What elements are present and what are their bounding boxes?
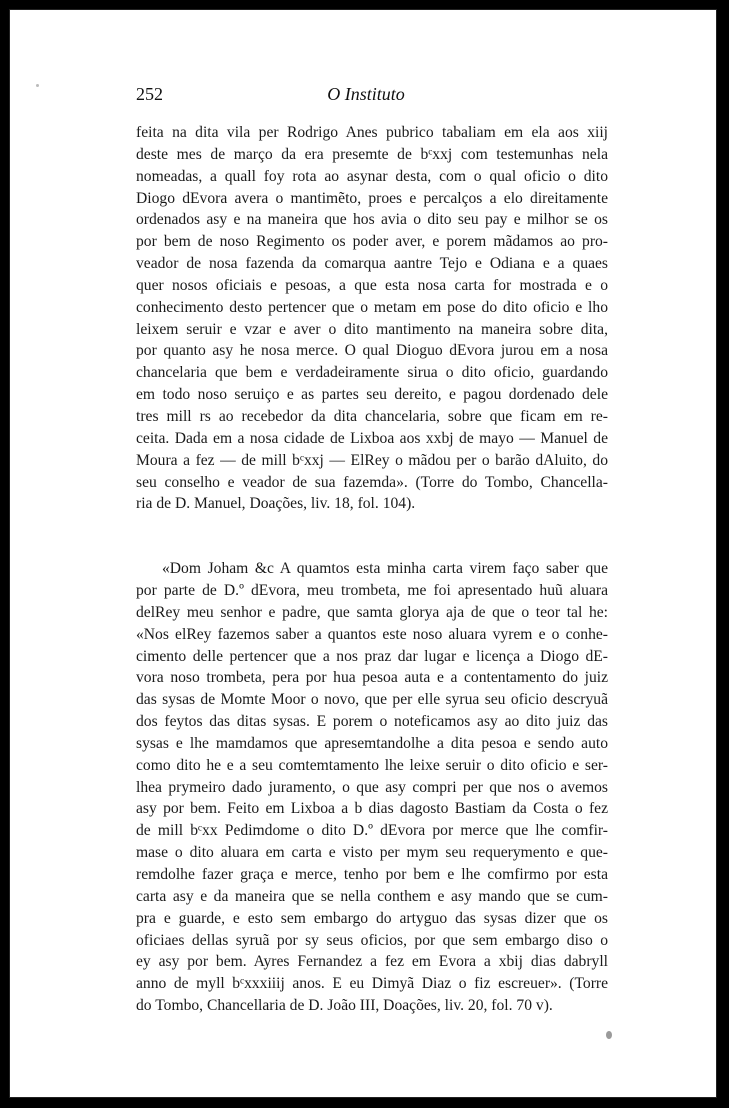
text-line: anno de myll bᶜxxxiiij anos. E eu Dimyã Diaz o fiz escreuer». (Torre xyxy=(136,975,608,993)
text-line: sysas e lhe mamdamos que apresemtandolhe a dita pesoa e sendo auto xyxy=(136,734,608,752)
text-line: asy por bem. Feito em Lixboa a b dias dagosto Bastiam da Costa o fez xyxy=(136,800,608,818)
text-line: remdolhe fazer graça e merce, tenho por bem e lhe comfirmo por esta xyxy=(136,866,608,883)
text-line: das sysas de Momte Moor o novo, que per elle syrua seu oficio descryuã xyxy=(136,691,608,709)
running-title: O Instituto xyxy=(327,84,405,104)
text-line: por quanto asy he nosa merce. O qual Dioguo dEvora jurou em a nosa xyxy=(136,342,608,360)
ink-dot xyxy=(606,1031,612,1039)
text-line: «Nos elRey fazemos saber a quantos este noso aluara vyrem e o conhe- xyxy=(136,625,608,643)
text-line: chancelaria que bem e verdadeiramente sirua o dito oficio, guardando xyxy=(136,364,608,382)
paper-speck xyxy=(36,84,39,87)
text-line: seu conselho e veador de sua fazemda». (Torre do Tombo, Chancella- xyxy=(136,473,608,491)
text-line: Moura a fez — de mill bᶜxxj — ElRey o mãdou per o barão dAluito, do xyxy=(136,451,608,469)
text-line: por bem de noso Regimento os poder aver, e porem mãdamos ao pro- xyxy=(136,233,608,251)
text-line: cimento delle pertencer que a nos praz dar lugar e licença a Diogo dE- xyxy=(136,647,608,665)
text-line: como dito he e a seu comtemtamento lhe leixe seruir o dito oficio e ser- xyxy=(136,756,608,774)
text-line: feita na dita vila per Rodrigo Anes pubrico tabaliam em ela aos xiij xyxy=(136,124,608,141)
body-text xyxy=(136,122,608,1017)
text-line: de mill bᶜxx Pedimdome o dito D.º dEvora por merce que lhe comfir- xyxy=(136,822,608,840)
text-line: delRey meu senhor e padre, que samta glorya aja de que o teor tal he: xyxy=(136,603,608,621)
text-line: em todo noso seruiço e as partes seu dereito, e pagou dordenado dele xyxy=(136,386,608,404)
text-line: pra e guarde, e esto sem embargo do artyguo das sysas dizer que os xyxy=(136,909,608,927)
text-line: «Dom Joham &c A quamtos esta minha carta virem faço saber que xyxy=(162,560,608,578)
text-line: ria de D. Manuel, Doações, liv. 18, fol. 104). xyxy=(136,495,416,513)
page-number: 252 xyxy=(136,84,163,104)
text-line: por parte de D.º dEvora, meu trombeta, me foi apresentado huũ aluara xyxy=(136,582,608,600)
paragraph-2 xyxy=(136,558,608,1017)
text-line: dos feytos das ditas sysas. E porem o noteficamos asy ao dito juiz das xyxy=(136,713,608,731)
text-line: ordenados asy e na maneira que hos avia o dito seu pay e milhor se os xyxy=(136,211,608,229)
text-line: conhecimento desto pertencer que o metam em pose do dito oficio e lho xyxy=(136,298,608,316)
page-header xyxy=(136,84,596,108)
text-line: ey asy por bem. Ayres Fernandez a fez em Evora a xbij dias dabryll xyxy=(136,953,608,971)
text-line: nomeadas, a quall foy rota ao asynar desta, com o qual oficio o dito xyxy=(136,167,608,185)
text-line: Diogo dEvora avera o mantimẽto, proes e percalços a elo direitamente xyxy=(136,189,608,207)
text-line: ceita. Dada em a nosa cidade de Lixboa aos xxbj de mayo — Manuel de xyxy=(136,429,608,447)
text-line: deste mes de março da era presemte de bᶜxxj com testemunhas nela xyxy=(136,145,608,163)
text-line: leixem seruir e vzar e aver o dito mantimento na maneira sobre dita, xyxy=(136,320,608,338)
text-line: tres mill rs ao recebedor da dita chancelaria, sobre que ficam em re- xyxy=(136,407,608,425)
paragraph-1 xyxy=(136,122,608,515)
text-line: carta asy e da maneira que se nella conthem e asy mando que se cum- xyxy=(136,887,608,905)
text-line: quer nosos oficiais e pesoas, a que esta nosa carta for mostrada e o xyxy=(136,276,608,294)
text-line: do Tombo, Chancellaria de D. João III, Doações, liv. 20, fol. 70 v). xyxy=(136,997,553,1015)
text-line: veador de nosa fazenda da comarqua aantre Tejo e Odiana e a quaes xyxy=(136,255,608,273)
text-line: oficiaes dellas syruã por sy seus oficios, por que sem embargo diso o xyxy=(136,931,608,949)
paragraph-gap xyxy=(136,515,608,558)
text-line: lhea prymeiro dado juramento, o que asy compri per que nos o avemos xyxy=(136,778,608,796)
text-line: vora noso trombeta, pera por hua pesoa auta e a contentamento do juiz xyxy=(136,669,608,687)
text-line: mase o dito aluara em carta e visto per mym seu requerymento e que- xyxy=(136,844,608,862)
